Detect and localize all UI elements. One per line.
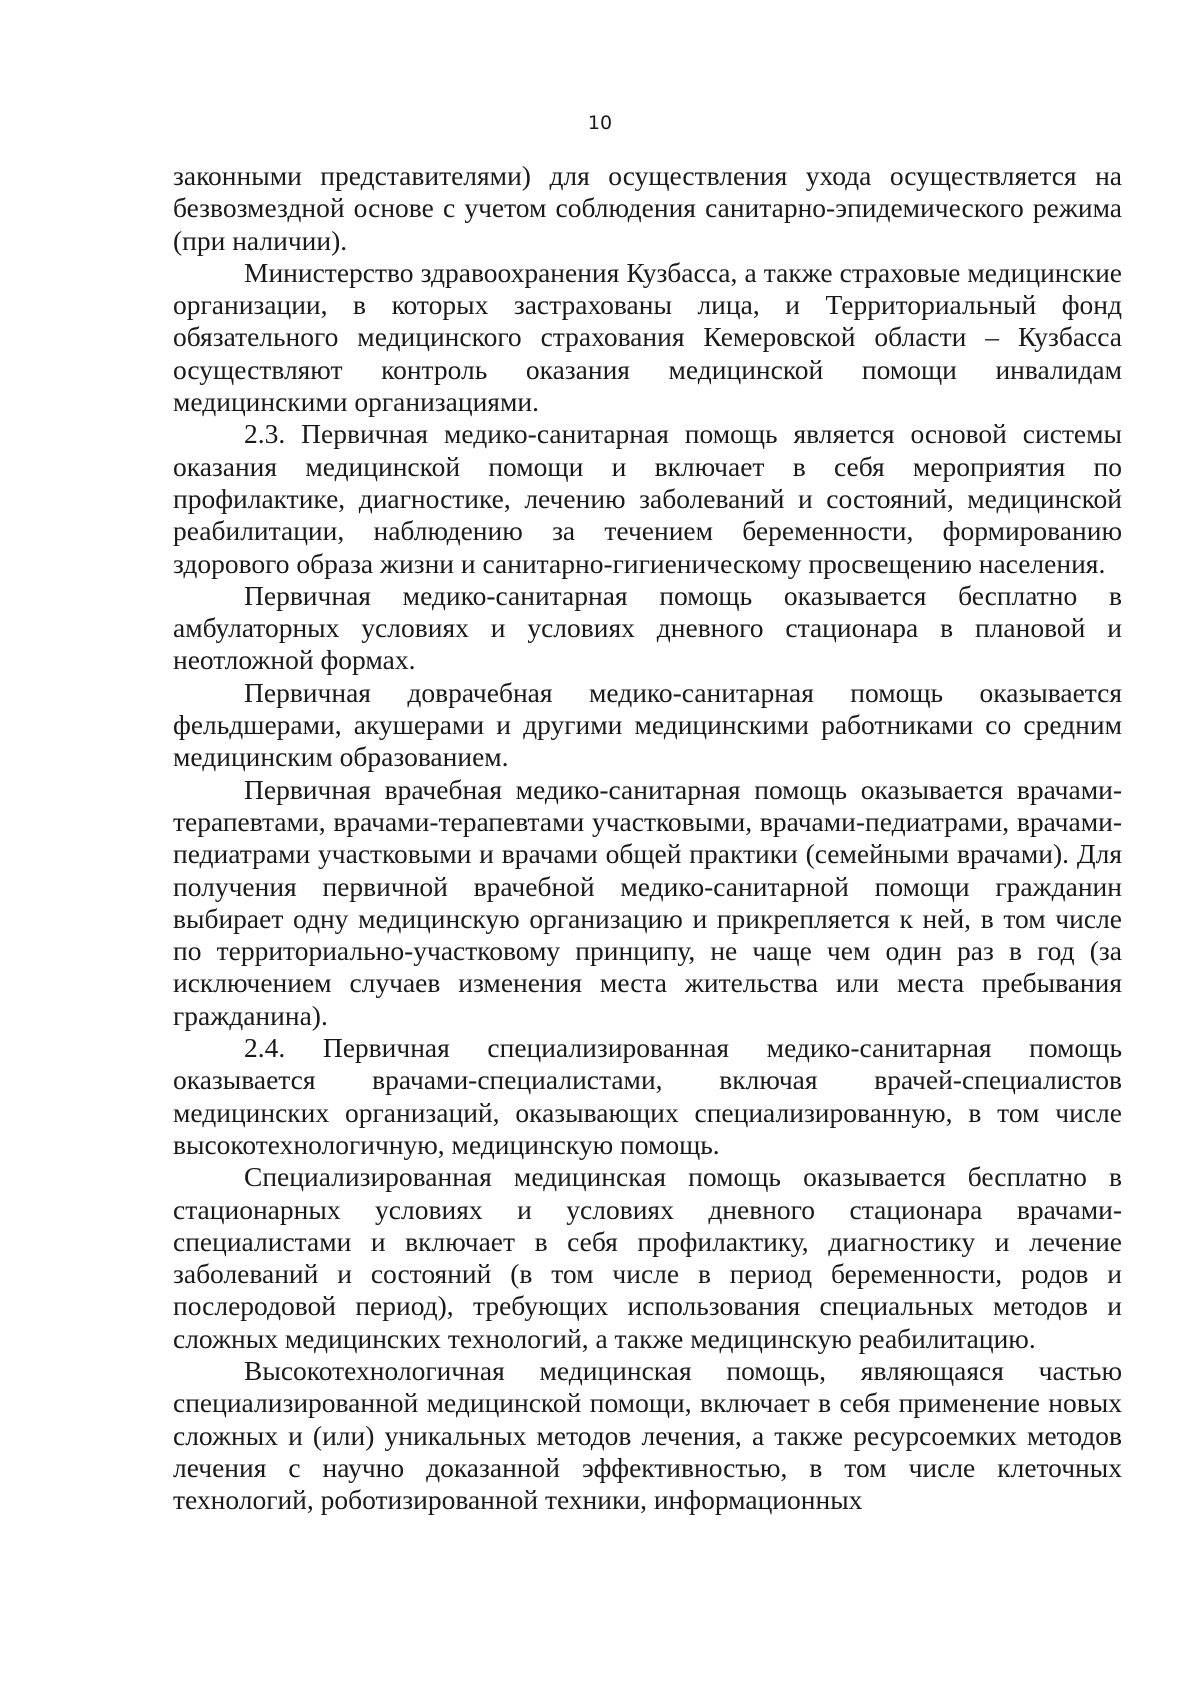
page-number: 10 [587, 112, 613, 134]
paragraph-primary-care-free: Первичная медико-санитарная помощь оказывается бесплатно в амбулаторных условиях и условиях дневного стационара в плановой и неотложной формах. [173, 579, 1122, 676]
paragraph-doctor-care: Первичная врачебная медико-санитарная помощь оказывается врачами-терапевтами, врачами-терапевтами участковыми, врачами-педиатрами, врачами-педиатрами участковыми и врачами общей практики (семейными врачами). Для получения первичной врачебной медико-санитарной помощи гражданин выбирает одну медицинскую организацию и прикрепляется к ней, в том числе по территориально-участковому принципу, не чаще чем один раз в год (за исключением случаев изменения места жительства или места пребывания гражданина). [173, 773, 1122, 1031]
paragraph-section-2-4: 2.4. Первичная специализированная медико-санитарная помощь оказывается врачами-специалистами, включая врачей-специалистов медицинских организаций, оказывающих специализированную, в том числе высокотехнологичную, медицинскую помощь. [173, 1032, 1122, 1160]
paragraph-high-tech-care: Высокотехнологичная медицинская помощь, являющаяся частью специализированной медицинской помощи, включает в себя применение новых сложных и (или) уникальных методов лечения, а также ресурсоемких методов лечения с научно доказанной эффективностью, в том числе клеточных технологий, роботизированной техники, информационных [173, 1354, 1122, 1516]
paragraph-section-2-3: 2.3. Первичная медико-санитарная помощь является основой системы оказания медицинской помощи и включает в себя мероприятия по профилактике, диагностике, лечению заболеваний и состояний, медицинской реабилитации, наблюдению за течением беременности, формированию здорового образа жизни и санитарно-гигиеническому просвещению населения. [173, 418, 1122, 579]
paragraph-control: Министерство здравоохранения Кузбасса, а также страховые медицинские организации, в которых застрахованы лица, и Территориальный фонд обязательного медицинского страхования Кемеровской области – Кузбасса осуществляют контроль оказания медицинской помощи инвалидам медицинскими организациями. [173, 256, 1122, 418]
paragraph-continuation: законными представителями) для осуществления ухода осуществляется на безвозмездной основе с учетом соблюдения санитарно-эпидемического режима (при наличии). [173, 160, 1122, 256]
paragraph-pre-doctor-care: Первичная доврачебная медико-санитарная помощь оказывается фельдшерами, акушерами и другими медицинскими работниками со средним медицинским образованием. [173, 676, 1122, 773]
document-body [173, 160, 1122, 1516]
paragraph-specialized-care: Специализированная медицинская помощь оказывается бесплатно в стационарных условиях и условиях дневного стационара врачами-специалистами и включает в себя профилактику, диагностику и лечение заболеваний и состояний (в том числе в период беременности, родов и послеродовой период), требующих использования специальных методов и сложных медицинских технологий, а также медицинскую реабилитацию. [173, 1161, 1122, 1354]
